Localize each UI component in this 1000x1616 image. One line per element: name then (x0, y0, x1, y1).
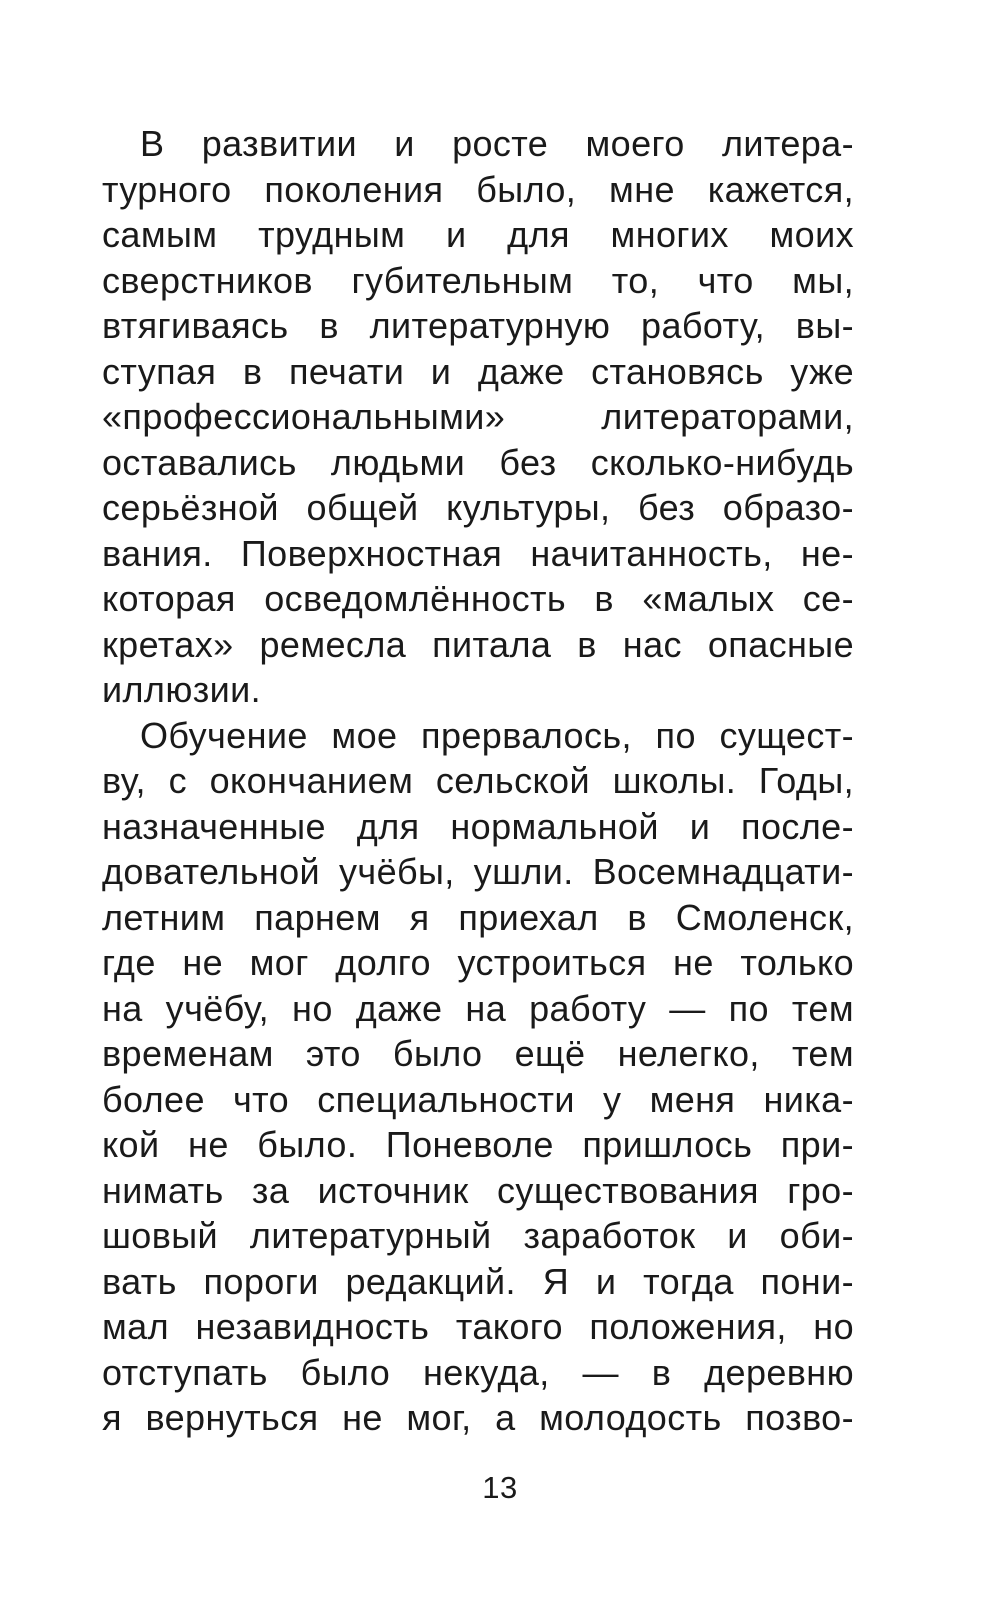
text-line: назначенные для нормальной и после- (102, 805, 854, 847)
text-line: которая осведомлённость в «малых се- (102, 578, 854, 619)
text-line: самым трудным и для многих моих (102, 214, 854, 255)
text-line: на учёбу, но даже на работу — по тем (102, 987, 854, 1029)
text-line: сверстников губительным то, что мы, (102, 259, 854, 301)
page-number: 13 (482, 1470, 518, 1505)
text-line: кретах» ремесла питала в нас опасные (102, 623, 854, 665)
body-text (102, 121, 854, 1441)
text-line: кой не было. Поневоле пришлось при- (102, 1124, 854, 1165)
text-line: втягиваясь в литературную работу, вы- (102, 305, 854, 346)
text-line: мал незавидность такого положения, но (102, 1306, 854, 1347)
text-line: ступая в печати и даже становясь уже (102, 350, 854, 392)
text-line: довательной учёбы, ушли. Восемнадцати- (102, 851, 854, 892)
text-line: иллюзии. (102, 669, 262, 710)
text-line: более что специальности у меня ника- (102, 1078, 854, 1120)
text-line: вания. Поверхностная начитанность, не- (102, 532, 854, 574)
text-line: нимать за источник существования гро- (102, 1169, 854, 1211)
text-line: летним парнем я приехал в Смоленск, (102, 896, 854, 938)
text-line: временам это было ещё нелегко, тем (102, 1033, 854, 1074)
paragraph-1 (102, 121, 854, 713)
text-line: я вернуться не мог, а молодость позво- (102, 1397, 854, 1438)
text-line: В развитии и росте моего литера- (140, 123, 854, 164)
text-line: оставались людьми без сколько-нибудь (102, 441, 854, 483)
text-line: где не мог долго устроиться не только (102, 942, 854, 983)
text-line: шовый литературный заработок и оби- (102, 1215, 854, 1256)
text-line: Обучение мое прервалось, по сущест- (140, 714, 854, 756)
text-line: ву, с окончанием сельской школы. Годы, (102, 760, 854, 801)
text-line: турного поколения было, мне кажется, (102, 168, 854, 210)
text-line: отступать было некуда, — в деревню (102, 1351, 854, 1393)
paragraph-2 (102, 713, 854, 1441)
text-line: «профессиональными» литераторами, (102, 396, 854, 437)
text-line: серьёзной общей культуры, без образо- (102, 487, 854, 528)
text-line: вать пороги редакций. Я и тогда пони- (102, 1260, 854, 1302)
